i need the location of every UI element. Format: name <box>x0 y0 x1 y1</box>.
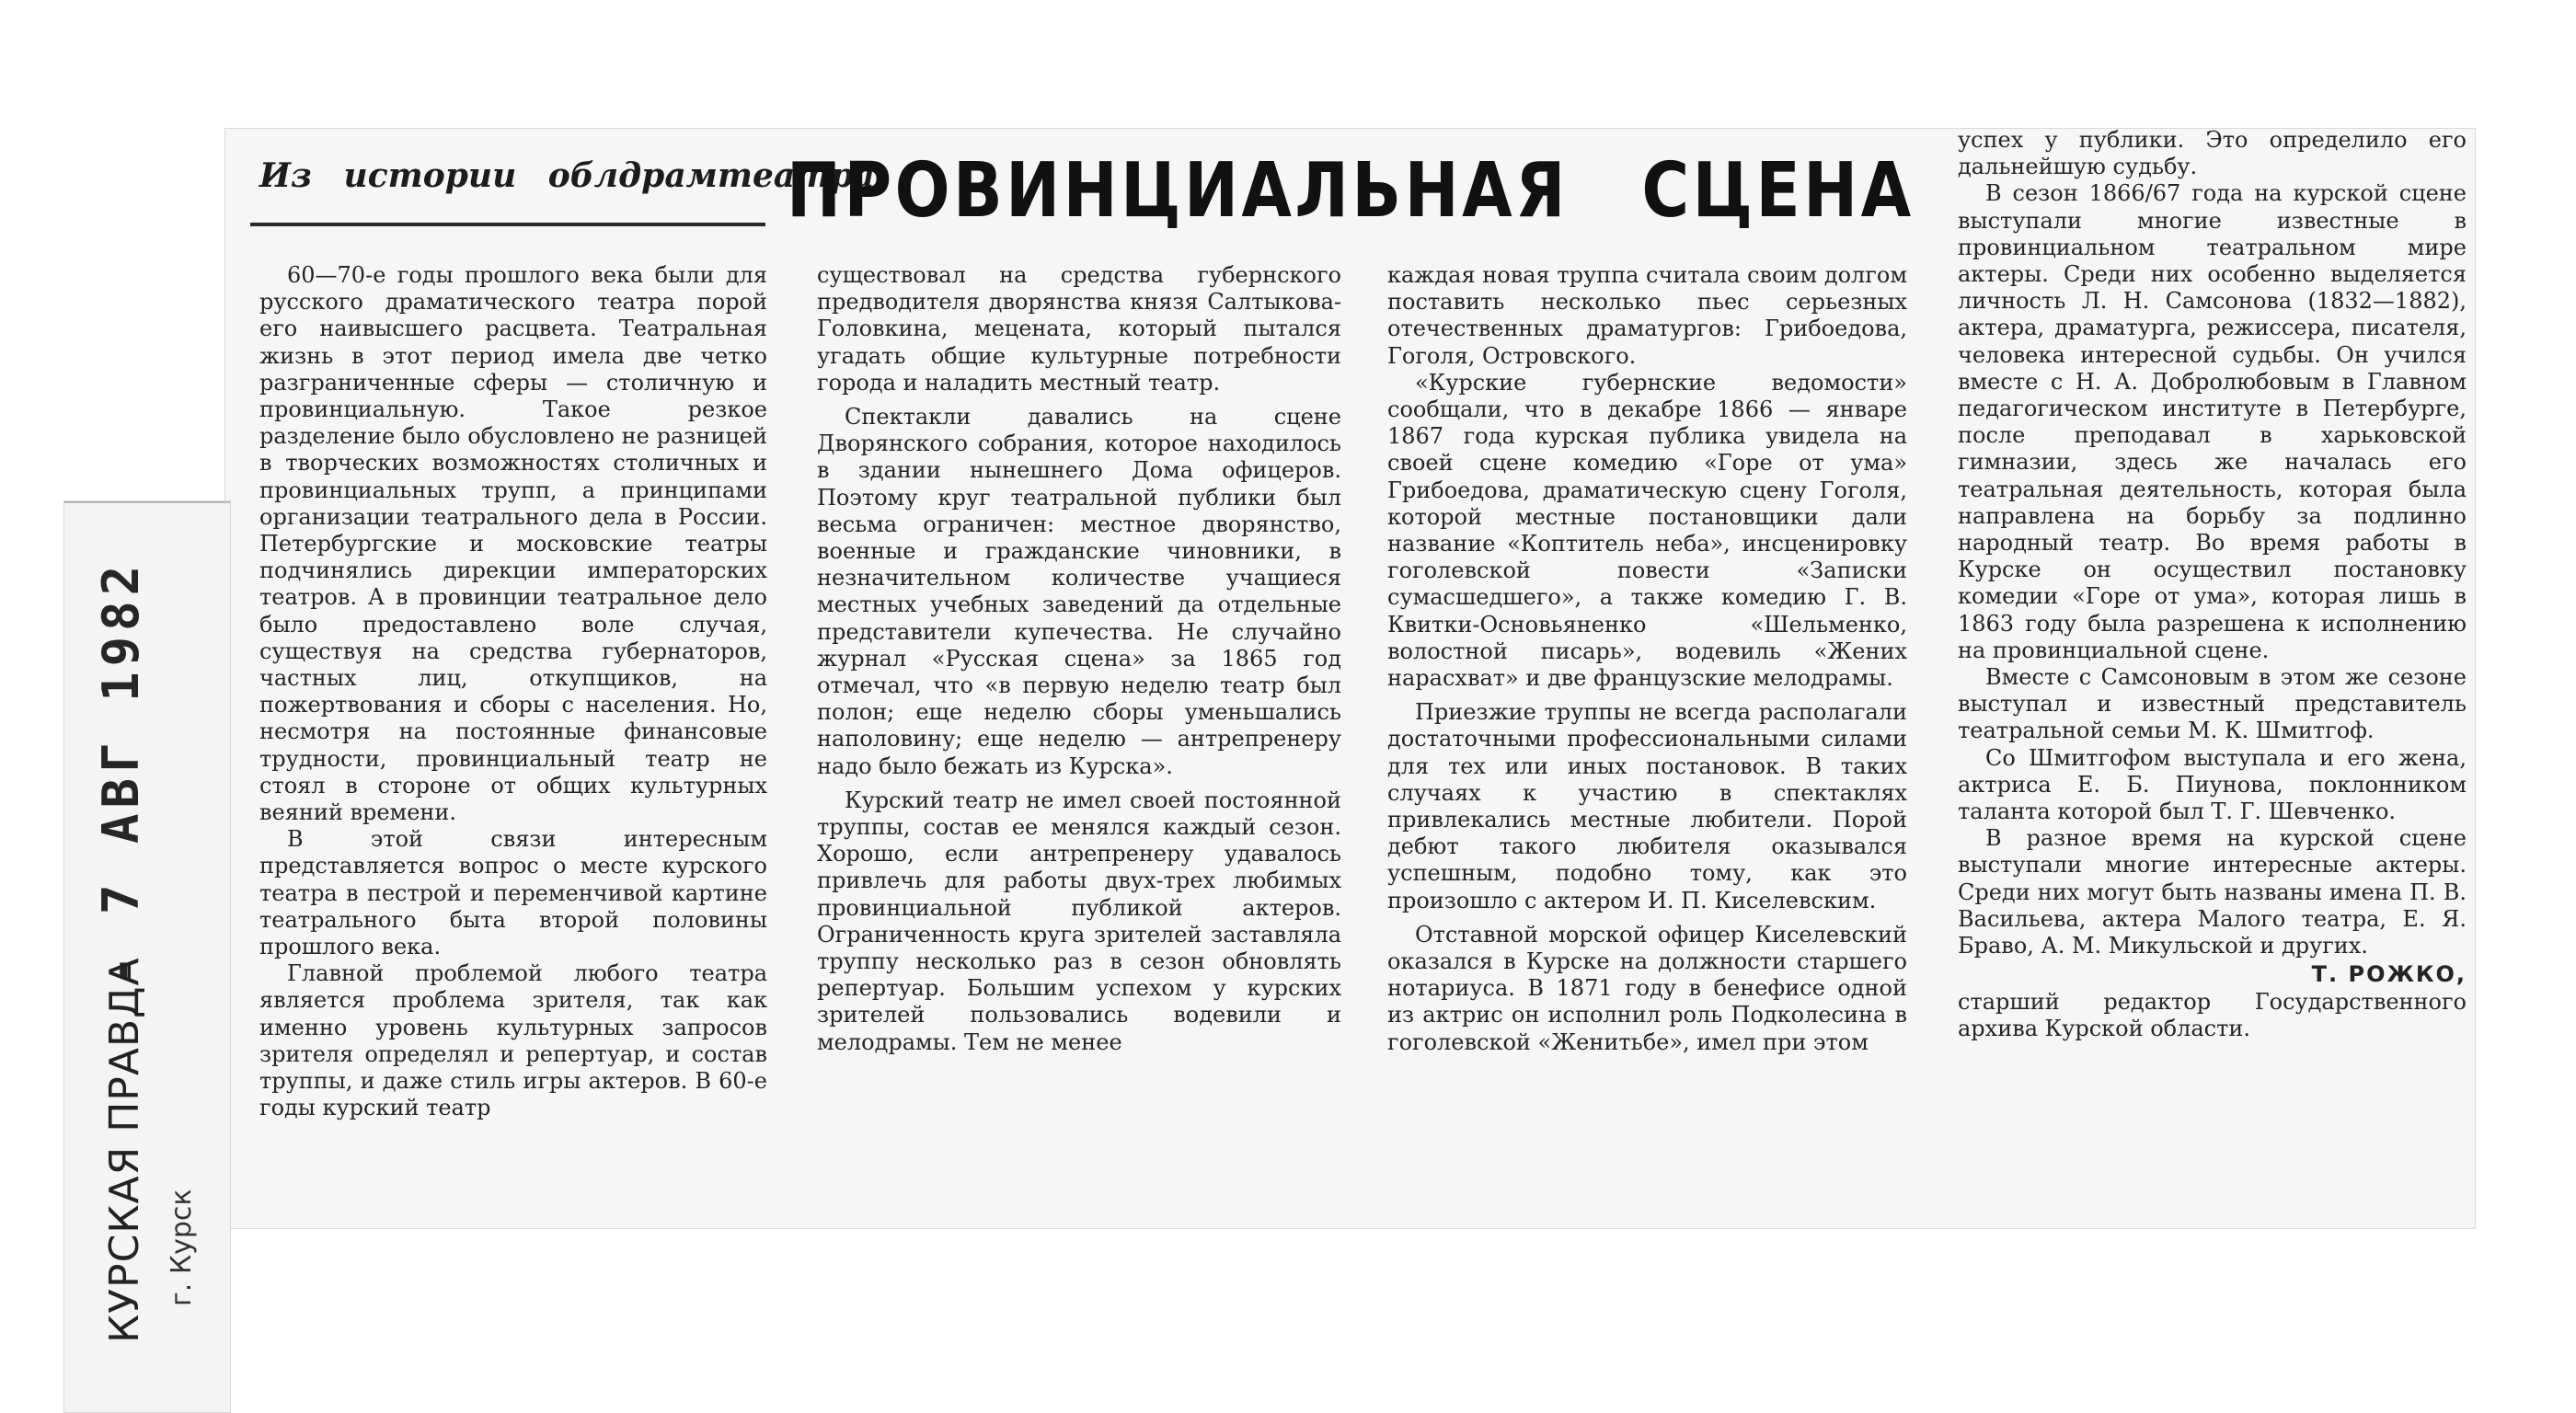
paragraph: В разное время на курской сцене выступали многие интересные актеры. Среди них могут быть названы имена П. В. Васильева, актера Малого театра, Е. Я. Браво, А. М. Микульской и других. <box>1958 825 2467 959</box>
stamp-date: - 7 АВГ 1982 <box>92 559 150 986</box>
newspaper-city: г. Курск <box>166 1189 198 1306</box>
paragraph: В этой связи интересным представляется вопрос о месте курского театра в пестрой и переменчивой картине театрального быта второй половины прошлого века. <box>259 826 767 960</box>
newspaper-name: КУРСКАЯ ПРАВДА <box>101 957 148 1343</box>
author-name: Т. РОЖКО, <box>2311 961 2467 988</box>
article-column-1 <box>259 262 767 1122</box>
paragraph: Вместе с Самсоновым в этом же сезоне выступал и известный представитель театральной семьи М. К. Шмитгоф. <box>1958 664 2467 744</box>
paragraph: Курский театр не имел своей постоянной труппы, состав ее менялся каждый сезон. Хорошо, если антрепренеру удавалось привлечь для работы двух-трех любимых провинциальной публикой актеров. Ограниченность круга зрителей заставляла труппу несколько раз в сезон обновлять репертуар. Большим успехом у курских зрителей пользовались водевили и мелодрамы. Тем не менее <box>817 787 1341 1055</box>
paragraph: Со Шмитгофом выступала и его жена, актриса Е. Б. Пиунова, поклонником таланта которой был Т. Г. Шевченко. <box>1958 744 2467 825</box>
paragraph: Приезжие труппы не всегда располагали достаточными профессиональными силами для тех или иных постановок. В таких случаях к участию в спектаклях привлекались местные любители. Порой дебют такого любителя оказывался успешным, подобно тому, как это произошло с актером И. П. Киселевским. <box>1387 699 1907 913</box>
paragraph: В сезон 1866/67 года на курской сцене выступали многие известные в провинциальном театральном мире актеры. Среди них особенно выделяется личность Л. Н. Самсонова (1832—1882), актера, драматурга, режиссера, писателя, человека интересной судьбы. Он учился вместе с Н. А. Добролюбовым в Главном педагогическом институте в Петербурге, после преподавал в харьковской гимназии, здесь же началась его театральная деятельность, которая была направлена на борьбу за подлинно народный театр. Во время работы в Курске он осуществил постановку комедии «Горе от ума», которая лишь в 1863 году была разрешена к исполнению на провинциальной сцене. <box>1958 180 2467 663</box>
paragraph: существовал на средства губернского предводителя дворянства князя Салтыкова-Головкина, мецената, который пытался угадать общие культурные потребности города и наладить местный театр. <box>817 262 1341 396</box>
article-column-3 <box>1387 262 1907 1056</box>
paragraph: 60—70-е годы прошлого века были для русского драматического театра порой его наивысшего расцвета. Театральная жизнь в этот период имела две четко разграниченные сферы — столичную и провинциальную. Такое резкое разделение было обусловлено не разницей в творческих возможностях столичных и провинциальных трупп, а принципами организации театрального дела в России. Петербургские и московские театры подчинялись дирекции императорских театров. А в провинции театральное дело было предоставлено воле случая, существуя на средства губернаторов, частных лиц, откупщиков, на пожертвования и сборы с населения. Но, несмотря на постоянные финансовые трудности, провинциальный театр не стоял в стороне от общих культурных веяний времени. <box>259 262 767 826</box>
article-column-4 <box>1958 127 2467 1042</box>
rubric-underline <box>250 223 765 226</box>
article-column-2 <box>817 262 1341 1056</box>
paragraph: Отставной морской офицер Киселевский оказался в Курске на должности старшего нотариуса. В 1871 году в бенефисе одной из актрис он исполнил роль Подколесина в гоголевской «Женитьбе», имел при этом <box>1387 921 1907 1055</box>
paragraph: успех у публики. Это определило его дальнейшую судьбу. <box>1958 127 2467 180</box>
paragraph: Спектакли давались на сцене Дворянского собрания, которое находилось в здании нынешнего Дома офицеров. Поэтому круг театральной публики был весьма ограничен: местное дворянство, военные и гражданские чиновники, в незначительном количестве учащиеся местных учебных заведений да отдельные представители купечества. Не случайно журнал «Русская сцена» за 1865 год отмечал, что «в первую неделю театр был полон; еще неделю сборы уменьшались наполовину; еще неделю — антрепренеру надо было бежать из Курска». <box>817 404 1341 779</box>
article-headline: ПРОВИНЦИАЛЬНАЯ СЦЕНА <box>787 147 1915 235</box>
paragraph: каждая новая труппа считала своим долгом поставить несколько пьес серьезных отечественных драматургов: Грибоедова, Гоголя, Островского. <box>1387 262 1907 369</box>
paragraph: «Курские губернские ведомости» сообщали, что в декабре 1866 — январе 1867 года курская публика увидела на своей сцене комедию «Горе от ума» Грибоедова, драматическую сцену Гоголя, которой местные постановщики дали название «Коптитель неба», инсценировку гоголевской повести «Записки сумасшедшего», а также комедию Г. В. Квитки-Основьяненко «Шельменко, волостной писарь», водевиль «Жених нарасхват» и две французские мелодрамы. <box>1387 369 1907 692</box>
paragraph: Главной проблемой любого театра является проблема зрителя, так как именно уровень культурных запросов зрителя определял и репертуар, и состав труппы, и даже стиль игры актеров. В 60-е годы курский театр <box>259 960 767 1121</box>
strip-edge <box>64 501 230 503</box>
article-rubric: Из истории облдрамтеатра <box>259 156 875 195</box>
author-role: старший редактор Государственного архива Курской области. <box>1958 988 2467 1041</box>
